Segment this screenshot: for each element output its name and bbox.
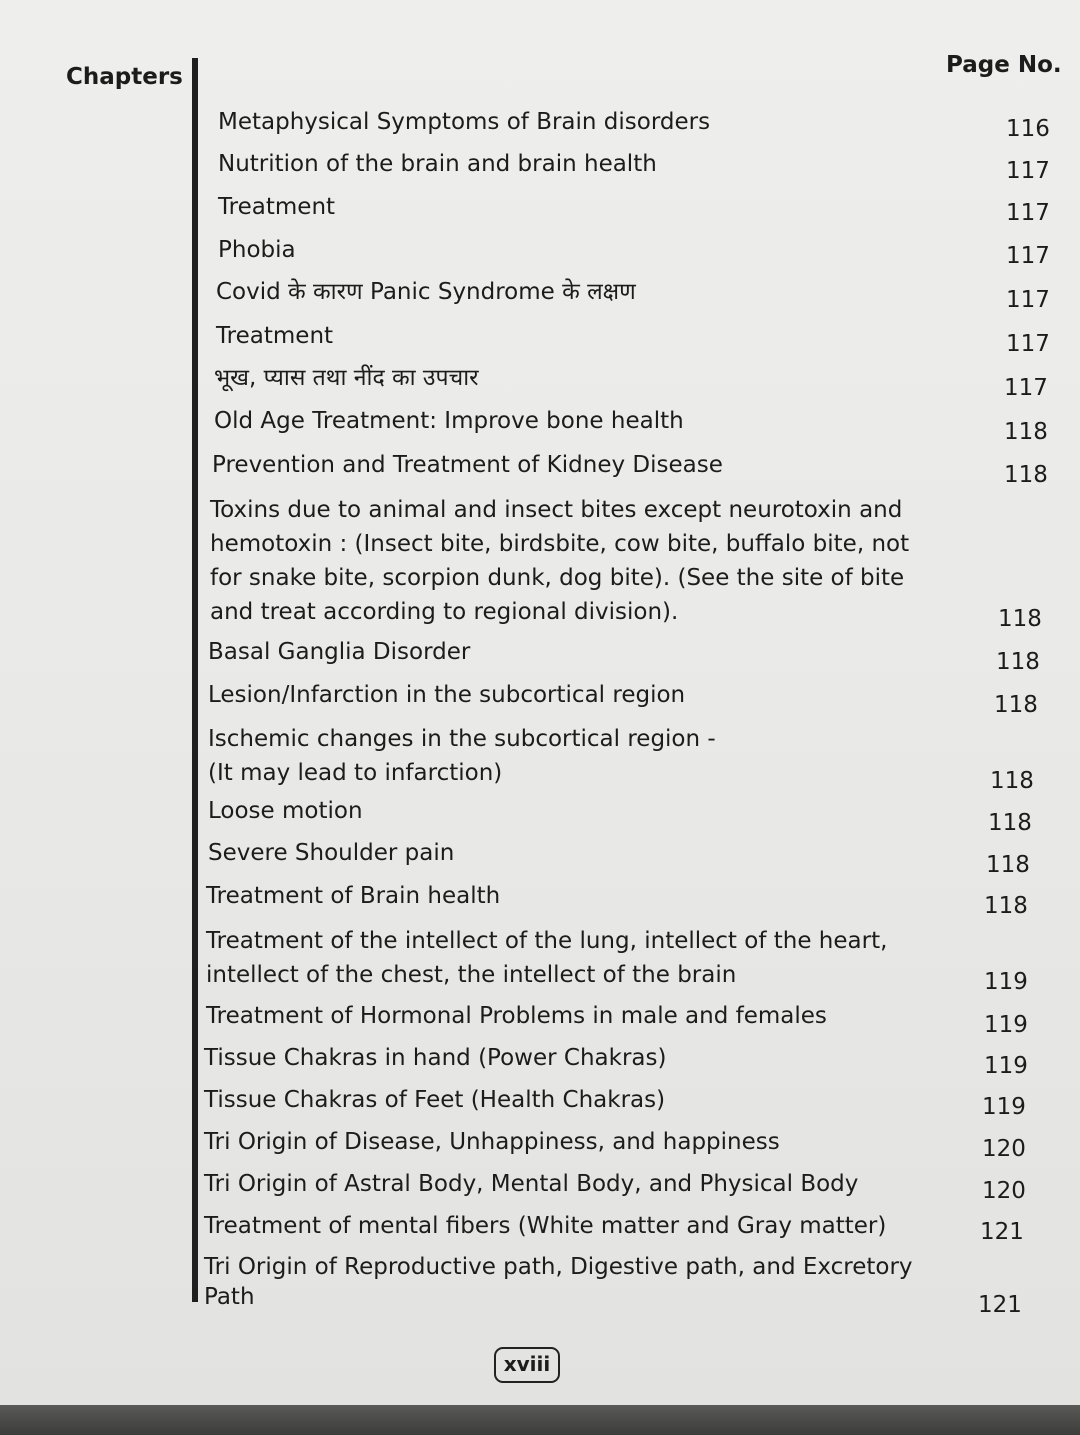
toc-entry-title: Phobia — [218, 237, 296, 263]
toc-entry-page: 120 — [982, 1178, 1026, 1204]
bottom-shadow — [0, 1405, 1080, 1435]
toc-entry-title: Tri Origin of Reproductive path, Digestive path, and Excretory — [204, 1254, 913, 1280]
toc-entry-title: Nutrition of the brain and brain health — [218, 151, 657, 177]
toc-entry-title: Lesion/Infarction in the subcortical region — [208, 682, 686, 708]
page-no-heading: Page No. — [946, 52, 1062, 78]
toc-entry-title: Path — [204, 1284, 255, 1310]
toc-entry-title: Covid के कारण Panic Syndrome के लक्षण — [216, 279, 636, 305]
toc-entry-title: Treatment — [218, 194, 336, 220]
toc-entry-title: भूख, प्यास तथा नींद का उपचार — [214, 365, 479, 391]
toc-entry-page: 118 — [990, 768, 1034, 794]
toc-entry-page: 118 — [1004, 462, 1048, 488]
toc-entry-page: 119 — [982, 1094, 1026, 1120]
toc-entry-title: for snake bite, scorpion dunk, dog bite). (See the site of bite — [210, 565, 905, 591]
toc-entry-title: Tissue Chakras of Feet (Health Chakras) — [204, 1087, 666, 1113]
toc-entry-title: Basal Ganglia Disorder — [208, 639, 471, 665]
toc-entry-page: 119 — [984, 1012, 1028, 1038]
toc-entry-title: and treat according to regional division). — [210, 599, 679, 625]
toc-entry-page: 121 — [980, 1219, 1024, 1245]
toc-entry-title: Metaphysical Symptoms of Brain disorders — [218, 109, 711, 135]
toc-entry-title: Loose motion — [208, 798, 363, 824]
toc-entry-page: 118 — [998, 606, 1042, 632]
toc-entry-title: Treatment — [216, 323, 334, 349]
toc-entry-title: Prevention and Treatment of Kidney Disease — [212, 452, 723, 478]
toc-entry-title: Toxins due to animal and insect bites except neurotoxin and — [210, 497, 903, 523]
toc-entry-page: 118 — [984, 893, 1028, 919]
toc-entry-page: 116 — [1006, 116, 1050, 142]
toc-entry-page: 117 — [1006, 158, 1050, 184]
toc-entry-page: 118 — [986, 852, 1030, 878]
toc-entry-title: (It may lead to infarction) — [208, 760, 503, 786]
page-number-label: xviii — [494, 1347, 560, 1383]
toc-entry-title: Tri Origin of Disease, Unhappiness, and happiness — [204, 1129, 780, 1155]
toc-entry-title: Treatment of Hormonal Problems in male and females — [206, 1003, 827, 1029]
toc-entry-page: 117 — [1006, 287, 1050, 313]
toc-entry-title: Treatment of the intellect of the lung, intellect of the heart, — [206, 928, 888, 954]
toc-entry-page: 118 — [994, 692, 1038, 718]
chapters-heading: Chapters — [66, 64, 183, 90]
toc-entry-title: hemotoxin : (Insect bite, birdsbite, cow bite, buffalo bite, not — [210, 531, 910, 557]
toc-entry-title: intellect of the chest, the intellect of the brain — [206, 962, 737, 988]
toc-entry-title: Tri Origin of Astral Body, Mental Body, and Physical Body — [204, 1171, 859, 1197]
toc-entry-page: 117 — [1006, 200, 1050, 226]
toc-entry-page: 118 — [1004, 419, 1048, 445]
toc-entry-page: 117 — [1006, 331, 1050, 357]
toc-entry-page: 117 — [1006, 243, 1050, 269]
toc-entry-page: 118 — [988, 810, 1032, 836]
toc-entry-page: 119 — [984, 1053, 1028, 1079]
toc-entry-title: Treatment of Brain health — [206, 883, 501, 909]
toc-entry-page: 117 — [1004, 375, 1048, 401]
toc-entry-title: Tissue Chakras in hand (Power Chakras) — [204, 1045, 667, 1071]
toc-entry-title: Severe Shoulder pain — [208, 840, 455, 866]
toc-entry-title: Treatment of mental fibers (White matter and Gray matter) — [204, 1213, 887, 1239]
toc-entry-title: Old Age Treatment: Improve bone health — [214, 408, 684, 434]
toc-entry-page: 121 — [978, 1292, 1022, 1318]
toc-entry-page: 118 — [996, 649, 1040, 675]
toc-entry-page: 119 — [984, 969, 1028, 995]
toc-entry-page: 120 — [982, 1136, 1026, 1162]
toc-entry-title: Ischemic changes in the subcortical region - — [208, 726, 716, 752]
